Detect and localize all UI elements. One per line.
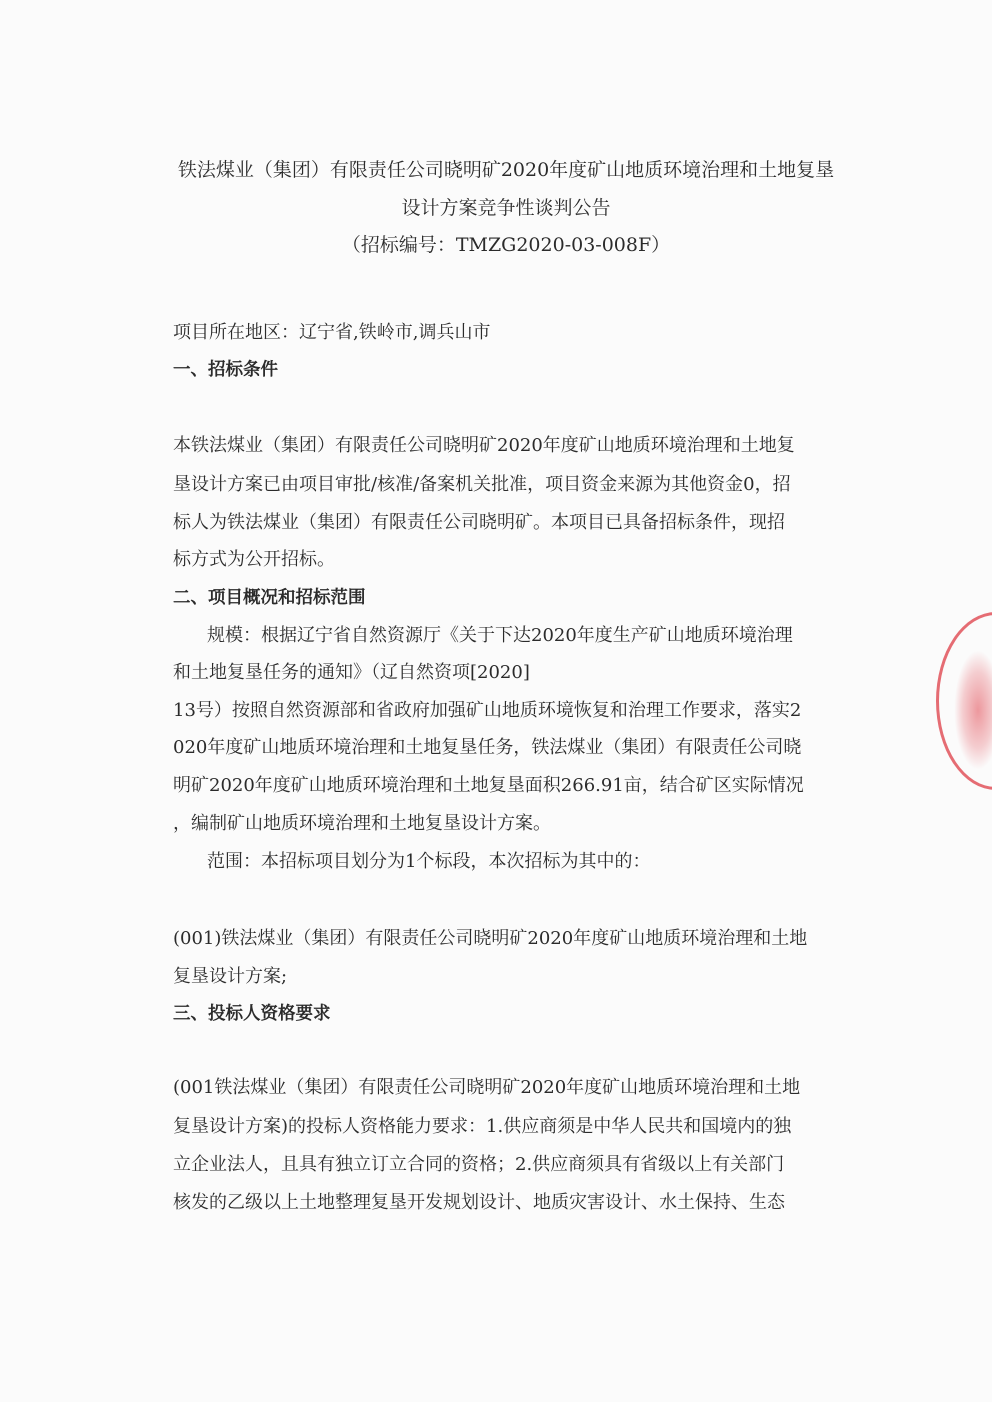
seal-ink-icon (954, 650, 992, 770)
section-2-line: 明矿2020年度矿山地质环境治理和土地复垦面积266.91亩，结合矿区实际情况 (173, 775, 804, 796)
title-line-1: 铁法煤业（集团）有限责任公司晓明矿2020年度矿山地质环境治理和土地复垦 (177, 159, 835, 181)
section-2-line: ，编制矿山地质环境治理和土地复垦设计方案。 (173, 813, 551, 834)
section-1-line: 标方式为公开招标。 (173, 549, 335, 570)
section-2-line: 范围：本招标项目划分为1个标段，本次招标为其中的： (207, 851, 651, 872)
section-1-line: 本铁法煤业（集团）有限责任公司晓明矿2020年度矿山地质环境治理和土地复 (173, 435, 795, 456)
section-2-line: 和土地复垦任务的通知》（辽自然资项[2020] (173, 662, 530, 683)
project-region: 项目所在地区：辽宁省,铁岭市,调兵山市 (173, 322, 491, 343)
section-1-line: 垦设计方案已由项目审批/核准/备案机关批准，项目资金来源为其他资金0，招 (173, 474, 791, 495)
section-1-line: 标人为铁法煤业（集团）有限责任公司晓明矿。本项目已具备招标条件，现招 (173, 512, 785, 533)
section-3-line: 核发的乙级以上土地整理复垦开发规划设计、地质灾害设计、水土保持、生态 (173, 1192, 785, 1213)
section-2-line: (001)铁法煤业（集团）有限责任公司晓明矿2020年度矿山地质环境治理和土地 (173, 928, 808, 949)
section-3-line: 复垦设计方案)的投标人资格能力要求：1.供应商须是中华人民共和国境内的独 (173, 1116, 792, 1137)
section-2-line: 规模：根据辽宁省自然资源厅《关于下达2020年度生产矿山地质环境治理 (207, 625, 793, 646)
section-1-heading: 一、招标条件 (173, 360, 278, 380)
section-2-line: 020年度矿山地质环境治理和土地复垦任务，铁法煤业（集团）有限责任公司晓 (173, 737, 802, 758)
section-3-heading: 三、投标人资格要求 (173, 1004, 331, 1024)
section-2-heading: 二、项目概况和招标范围 (173, 588, 366, 608)
section-2-line: 复垦设计方案; (173, 966, 288, 987)
section-3-line: 立企业法人，且具有独立订立合同的资格；2.供应商须具有省级以上有关部门 (173, 1154, 785, 1175)
tender-number: （招标编号：TMZG2020-03-008F） (341, 234, 671, 256)
section-2-line: 13号）按照自然资源部和省政府加强矿山地质环境恢复和治理工作要求，落实2 (173, 700, 802, 721)
section-3-line: (001铁法煤业（集团）有限责任公司晓明矿2020年度矿山地质环境治理和土地 (173, 1077, 801, 1098)
title-line-2: 设计方案竞争性谈判公告 (401, 197, 611, 219)
